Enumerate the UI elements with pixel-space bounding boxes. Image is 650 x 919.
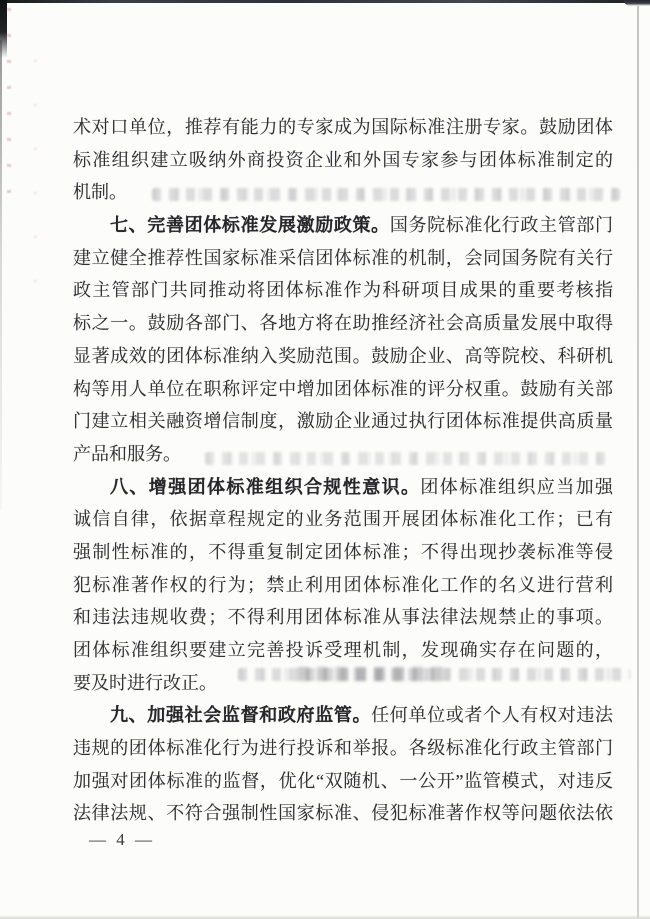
section-heading: 七、完善团体标准发展激励政策。 (110, 215, 390, 236)
line-text: 加强对团体标准的监督，优化“双随机、一公开”监管模式，对违反 (73, 770, 613, 791)
text-line (73, 569, 613, 602)
section-heading: 九、加强社会监督和政府监管。 (110, 705, 372, 726)
text-line (73, 111, 613, 144)
line-text: 术对口单位，推荐有能力的专家成为国际标准注册专家。鼓励团体 (73, 117, 613, 137)
line-text: 标之一。鼓励各部门、各地方将在助推经济社会高质量发展中取得 (73, 313, 613, 334)
line-text: 国务院标准化行政主管部门 (389, 215, 614, 236)
page-edge-line (637, 6, 639, 919)
scan-edge-bottom (0, 915, 650, 919)
text-line (73, 536, 613, 569)
text-line (73, 176, 613, 209)
text-line (73, 438, 613, 471)
document-body-text (73, 111, 613, 830)
text-line (73, 307, 613, 340)
section-heading-line (73, 699, 613, 732)
scan-edge-left-line (0, 40, 2, 510)
line-text: 违规的团体标准化行为进行投诉和举报。各级标准化行政主管部门 (73, 738, 613, 759)
line-text: 和违法违规收费；不得利用团体标准从事法律法规禁止的事项。 (73, 607, 613, 628)
section-heading: 八、增强团体标准组织合规性意识。 (110, 476, 421, 497)
scan-ink-specks (7, 8, 11, 208)
scan-ink-specks (34, 60, 37, 320)
text-line (73, 797, 613, 830)
line-text: 团体标准组织要建立完善投诉受理机制，发现确实存在问题的， (73, 640, 613, 660)
text-line (73, 667, 613, 700)
text-line (73, 503, 613, 536)
page-number: — 4 — (89, 830, 155, 849)
line-text: 任何单位或者个人有权对违法 (371, 705, 614, 726)
text-line (73, 634, 613, 667)
line-text: 产品和服务。 (73, 443, 181, 464)
line-text: 要及时进行改正。 (73, 672, 217, 693)
line-text: 门建立相关融资增信制度，激励企业通过执行团体标准提供高质量 (73, 411, 613, 432)
scan-edge-top (0, 0, 650, 3)
text-line (73, 242, 613, 275)
text-line (73, 274, 613, 307)
text-line (73, 144, 613, 177)
text-line (73, 373, 613, 406)
text-line (73, 405, 613, 438)
line-text: 法律法规、不符合强制性国家标准、侵犯标准著作权等问题依法依 (73, 803, 613, 824)
line-text: 建立健全推荐性国家标准采信团体标准的机制，会同国务院有关行 (73, 247, 613, 268)
text-line (73, 732, 613, 765)
line-text: 犯标准著作权的行为；禁止利用团体标准化工作的名义进行营利 (73, 574, 613, 595)
text-line (73, 340, 613, 373)
line-text: 强制性标准的，不得重复制定团体标准；不得出现抄袭标准等侵 (73, 541, 613, 562)
line-text: 政主管部门共同推动将团体标准作为科研项目成果的重要考核指 (73, 280, 613, 301)
section-heading-line (73, 209, 613, 242)
line-text: 诚信自律，依据章程规定的业务范围开展团体标准化工作；已有 (73, 509, 613, 530)
line-text: 构等用人单位在职称评定中增加团体标准的评分权重。鼓励有关部 (73, 378, 613, 399)
line-text: 机制。 (73, 182, 127, 203)
section-heading-line (73, 471, 613, 504)
text-line (73, 601, 613, 634)
line-text: 显著成效的团体标准纳入奖励范围。鼓励企业、高等院校、科研机 (73, 345, 613, 366)
line-text: 标准组织建立吸纳外商投资企业和外国专家参与团体标准制定的 (73, 149, 613, 170)
line-text: 团体标准组织应当加强 (420, 476, 614, 497)
text-line (73, 765, 613, 798)
